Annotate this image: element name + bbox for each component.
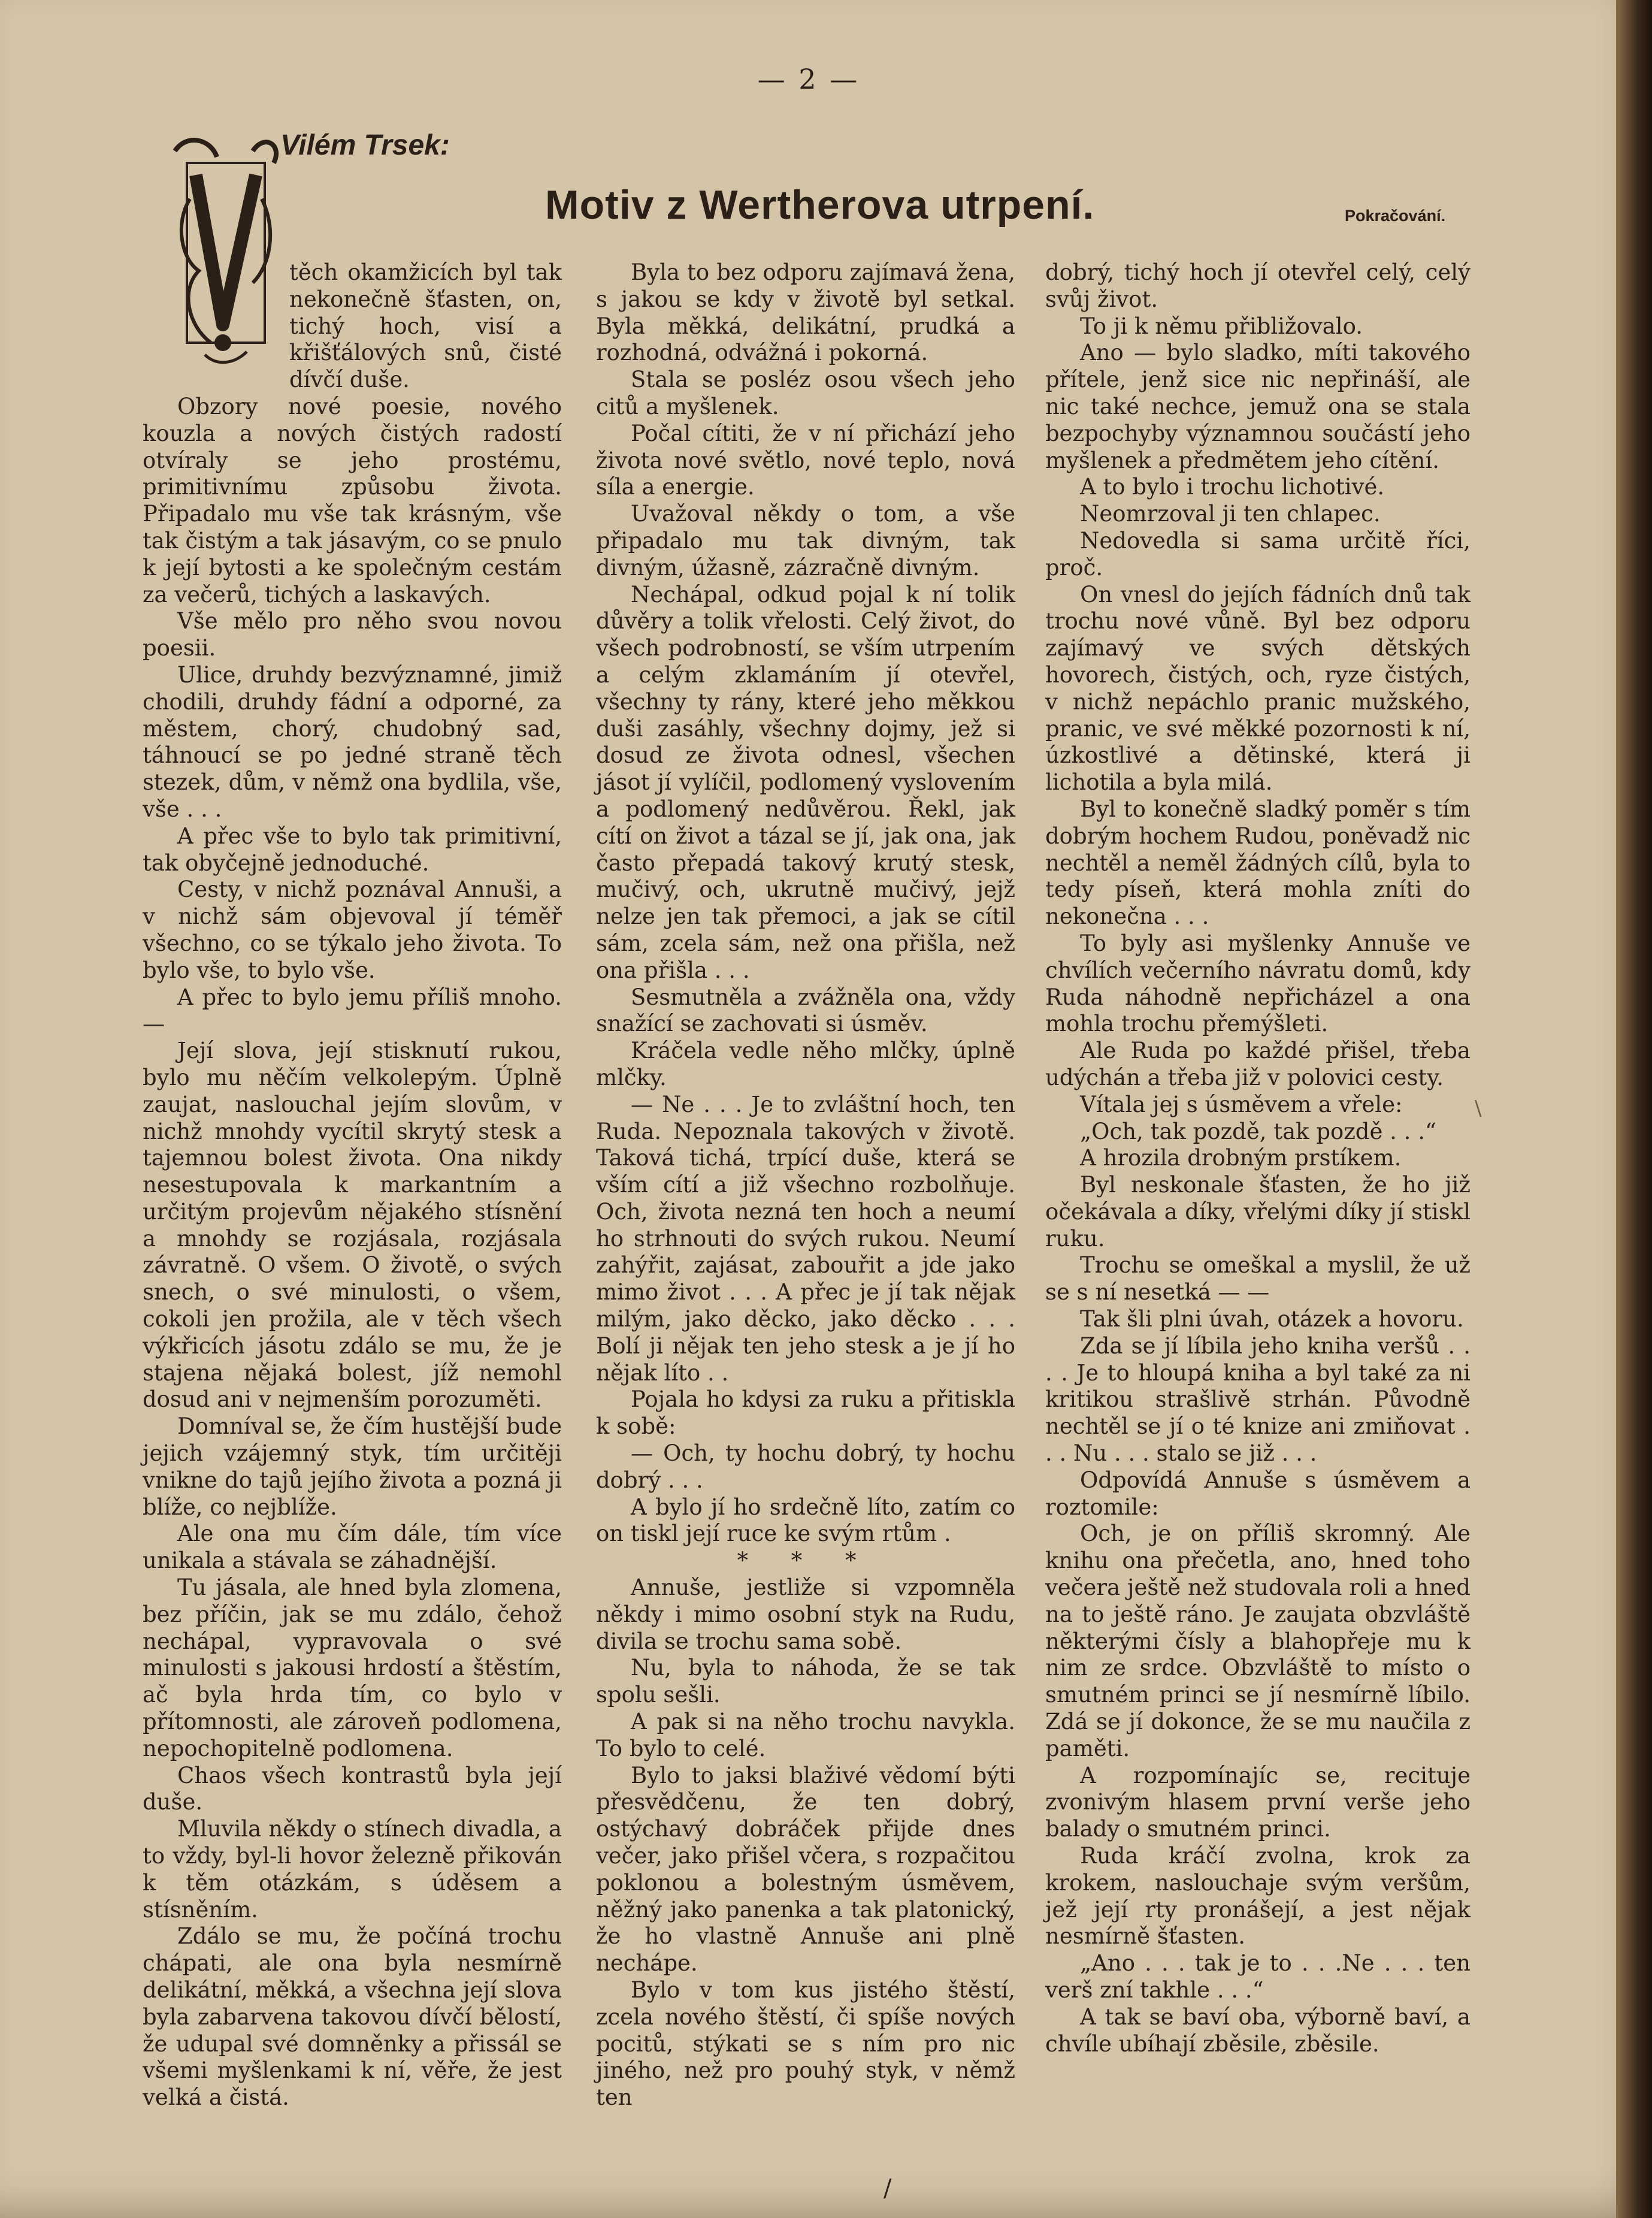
paragraph: Mluvila někdy o stínech divadla, a to vždy, byl-li hovor železně přikován k těm otázkám, s úděsem a stísněním.	[143, 1816, 562, 1923]
paragraph: Ale Ruda po každé přišel, třeba udýchán a třeba již v polovici cesty.	[1045, 1038, 1471, 1090]
paragraph: Nu, byla to náhoda, že se tak spolu sešli.	[596, 1655, 1015, 1708]
paragraph: těch okamžicích byl tak nekonečně šťasten, on, tichý hoch, visí a křišťálových snů, čisté dívčí duše.	[289, 259, 562, 393]
paragraph: Stala se posléz osou všech jeho citů a myšlenek.	[596, 367, 1015, 419]
paragraph: Pojala ho kdysi za ruku a přitiskla k sobě:	[596, 1386, 1015, 1440]
paragraph: „Och, tak pozdě, tak pozdě . . .“	[1080, 1118, 1436, 1144]
section-break: * * *	[737, 1548, 875, 1574]
paragraph: Zdálo se mu, že počíná trochu chápati, ale ona byla nesmírně delikátní, měkká, a všechna její slova byla zabarvena takovou dívčí bělostí, že udupal své domněnky a přissál se všemi myšlenkami k ní, věře, že jest velká a čistá.	[143, 1923, 562, 2111]
paragraph: Bylo to jaksi blaživé vědomí býti přesvědčenu, že ten dobrý, ostýchavý dobráček přijde dnes večer, jako přišel včera, s rozpačitou poklonou a bolestným úsměvem, něžný jako panenka a tak platonický, že ho vlastně Annuše ani plně nechápe.	[596, 1762, 1015, 1977]
paragraph: „Ano . . . tak je to . . .Ne . . . ten verš zní takhle . . .“	[1045, 1950, 1471, 2003]
paragraph: — Ne . . . Je to zvláštní hoch, ten Ruda. Nepoznala takových v životě. Taková tichá, trpící duše, která se vším cítí a již všechno rozbolňuje. Och, života nezná ten hoch a neumí ho strhnouti do svých rukou. Neumí zahýřit, zajásat, zabouřit a jde jako mimo život . . . A přec je jí tak nějak milým, jako děcko, jako děcko . . . Bolí ji nějak ten jeho stesk a je jí ho nějak líto . .	[596, 1091, 1015, 1386]
text-column-3	[1045, 259, 1471, 2057]
paragraph: Byl to konečně sladký poměr s tím dobrým hochem Rudou, poněvadž nic nechtěl a neměl žádných cílů, byla to tedy píseň, která mohla zníti do nekonečna . . .	[1045, 796, 1471, 930]
paragraph: A přec vše to bylo tak primitivní, tak obyčejně jednoduché.	[143, 823, 562, 876]
text-column-2	[596, 259, 1015, 2111]
paragraph: Bylo v tom kus jistého štěstí, zcela nového štěstí, či spíše nových pocitů, stýkati se s ním pro nic jiného, než pro pouhý styk, v němž ten	[596, 1977, 1015, 2111]
paragraph: Chaos všech kontrastů byla její duše.	[143, 1762, 562, 1815]
margin-mark: \	[1475, 1096, 1482, 1120]
author-name: Vilém Trsek:	[280, 129, 450, 161]
paragraph: Och, je on příliš skromný. Ale knihu ona přečetla, ano, hned toho večera ještě než studovala roli a hned na to ještě ráno. Je zaujata obzvláště některými čísly a blahopřeje mu k nim ze srdce. Obzvláště to místo o smutném princi se jí nesmírně líbilo. Zdá se jí dokonce, že se mu naučila z paměti.	[1045, 1521, 1471, 1761]
paragraph: A hrozila drobným prstíkem.	[1080, 1145, 1402, 1171]
paragraph: Trochu se omeškal a myslil, že už se s ní nesetká — —	[1045, 1252, 1471, 1306]
paragraph: Kráčela vedle něho mlčky, úplně mlčky.	[596, 1038, 1015, 1090]
paragraph: — Och, ty hochu dobrý, ty hochu dobrý . . .	[596, 1440, 1015, 1493]
paragraph: Sesmutněla a zvážněla ona, vždy snažící se zachovati si úsměv.	[596, 984, 1015, 1037]
paragraph: A rozpomínajíc se, recituje zvonivým hlasem první verše jeho balady o smutném princi.	[1045, 1762, 1471, 1842]
paragraph: Obzory nové poesie, nového kouzla a nových čistých radostí otvíraly se jeho prostému, primitivnímu způsobu života. Připadalo mu vše tak krásným, vše tak čistým a tak jásavým, co se pnulo k její bytosti a ke společným cestám za večerů, tichých a laskavých.	[143, 393, 562, 608]
book-spine	[1616, 0, 1652, 2218]
paragraph: dobrý, tichý hoch jí otevřel celý, celý svůj život.	[1045, 259, 1471, 312]
paragraph: To byly asi myšlenky Annuše ve chvílích večerního návratu domů, kdy Ruda náhodně nepřicházel a ona mohla trochu přemýšleti.	[1045, 930, 1471, 1037]
paragraph: Byl neskonale šťasten, že ho již očekávala a díky, vřelými díky jí stiskl ruku.	[1045, 1172, 1471, 1252]
paragraph: Ale ona mu čím dále, tím více unikala a stávala se záhadnější.	[143, 1521, 562, 1574]
paragraph: Vše mělo pro něho svou novou poesii.	[143, 608, 562, 661]
paragraph: A to bylo i trochu lichotivé.	[1080, 474, 1385, 500]
paragraph: Uvažoval někdy o tom, a vše připadalo mu tak divným, tak divným, úžasně, zázračně divným.	[596, 501, 1015, 581]
paragraph: Nechápal, odkud pojal k ní tolik důvěry a tolik vřelosti. Celý život, do všech podrobností, se vším utrpením a celým zklamáním jí otevřel, všechny ty rány, které jeho měkkou duši zasáhly, všechny dojmy, jež si dosud ze života odnesl, všechen jásot jí vylíčil, podlomený vyslovením a podlomený nedůvěrou. Řekl, jak cítí on život a tázal se jí, jak ona, jak často přepadá takový krutý stesk, mučivý, och, ukrutně mučivý, jejž nelze jen tak přemoci, a jak se cítil sám, zcela sám, než ona přišla, než ona přišla . . .	[596, 581, 1015, 983]
paragraph: Ulice, druhdy bezvýznamné, jimiž chodili, druhdy fádní a odporné, za městem, chorý, chudobný sad, táhnoucí se po jedné straně těch stezek, dům, v němž ona bydlila, vše, vše . . .	[143, 661, 562, 822]
paragraph: Nedovedla si sama určitě říci, proč.	[1045, 527, 1471, 581]
paragraph: Počal cítiti, že v ní přichází jeho života nové světlo, nové teplo, nová síla a energie.	[596, 420, 1015, 500]
paragraph: A pak si na něho trochu navykla. To bylo to celé.	[596, 1709, 1015, 1761]
bottom-mark: /	[884, 2175, 892, 2202]
paragraph: Neomrzoval ji ten chlapec.	[1080, 501, 1381, 527]
paragraph: On vnesl do jejích fádních dnů tak trochu nové vůně. Byl bez odporu zajímavý ve svých dětských hovorech, čistých, och, ryze čistých, v nichž nepáchlo pranic mužského, pranic, ve své měkké pozornosti k ní, úzkostlivé a dětinské, která ji lichotila a byla milá.	[1045, 581, 1471, 796]
paragraph: Odpovídá Annuše s úsměvem a roztomile:	[1045, 1467, 1471, 1520]
paragraph: Cesty, v nichž poznával Annuši, a v nichž sám objevoval jí téměř všechno, co se týkalo jeho života. To bylo vše, to bylo vše.	[143, 877, 562, 983]
paragraph: To ji k němu přibližovalo.	[1080, 313, 1363, 339]
article-title: Motiv z Wertherova utrpení.	[545, 182, 1095, 228]
paragraph: A tak se baví oba, výborně baví, a chvíle ubíhají zběsile, zběsile.	[1045, 2004, 1471, 2057]
paragraph: Ruda kráčí zvolna, krok za krokem, naslouchaje svým veršům, jež její rty pronášejí, a jest nějak nesmírně šťasten.	[1045, 1843, 1471, 1950]
paragraph: Tu jásala, ale hned byla zlomena, bez příčin, jak se mu zdálo, čehož nechápal, vypravovala o své minulosti s jakousi hrdostí a štěstím, ač byla hrda tím, co bylo v přítomnosti, ale zároveň podlomena, nepochopitelně podlomena.	[143, 1575, 562, 1761]
paragraph: Tak šli plni úvah, otázek a hovoru.	[1080, 1306, 1464, 1332]
paragraph: Ano — bylo sladko, míti takového přítele, jenž sice nic nepřináší, ale nic také nechce, jemuž ona se stala bezpochyby významnou součástí jeho myšlenek a předmětem jeho cítění.	[1045, 340, 1471, 473]
continued-note: Pokračování.	[1345, 207, 1446, 225]
text-column-1	[143, 259, 562, 2111]
paragraph: Domníval se, že čím hustější bude jejich vzájemný styk, tím určitěji vnikne do tajů jejího života a pozná ji blíže, co nejblíže.	[143, 1413, 562, 1520]
paragraph: Vítala jej s úsměvem a vřele:	[1080, 1091, 1403, 1117]
paragraph: A bylo jí ho srdečně líto, zatím co on tiskl její ruce ke svým rtům .	[596, 1494, 1015, 1547]
paragraph: Zda se jí líbila jeho kniha veršů . . . . Je to hloupá kniha a byl také za ni kritikou strašlivě strhán. Původně nechtěl se jí o té knize ani zmiňovat . . . Nu . . . stalo se již . . .	[1045, 1332, 1471, 1467]
paragraph: Annuše, jestliže si vzpomněla někdy i mimo osobní styk na Rudu, divila se trochu sama sobě.	[596, 1575, 1015, 1654]
page-number: — 2 —	[757, 63, 860, 95]
paragraph: Byla to bez odporu zajímavá žena, s jakou se kdy v životě byl setkal. Byla měkká, delikátní, prudká a rozhodná, odvážná i pokorná.	[596, 259, 1015, 366]
paragraph: Její slova, její stisknutí rukou, bylo mu něčím velkolepým. Úplně zaujat, naslouchal jejím slovům, v nichž mnohdy vycítil skrytý stesk a tajemnou bolest života. Ona nikdy nesestupovala k markantním a určitým projevům nějakého stísnění a mnohdy se rozjásala, rozjásala závratně. O všem. O životě, o svých snech, o své minulosti, o všem, cokoli jen prožila, ale v těch všech výkřicích jásotu zdálo se mu, že je stajena nějaká bolest, jíž nemohl dosud ani v nejmenším porozuměti.	[143, 1038, 562, 1413]
paragraph: A přec to bylo jemu příliš mnoho. —	[143, 984, 562, 1037]
